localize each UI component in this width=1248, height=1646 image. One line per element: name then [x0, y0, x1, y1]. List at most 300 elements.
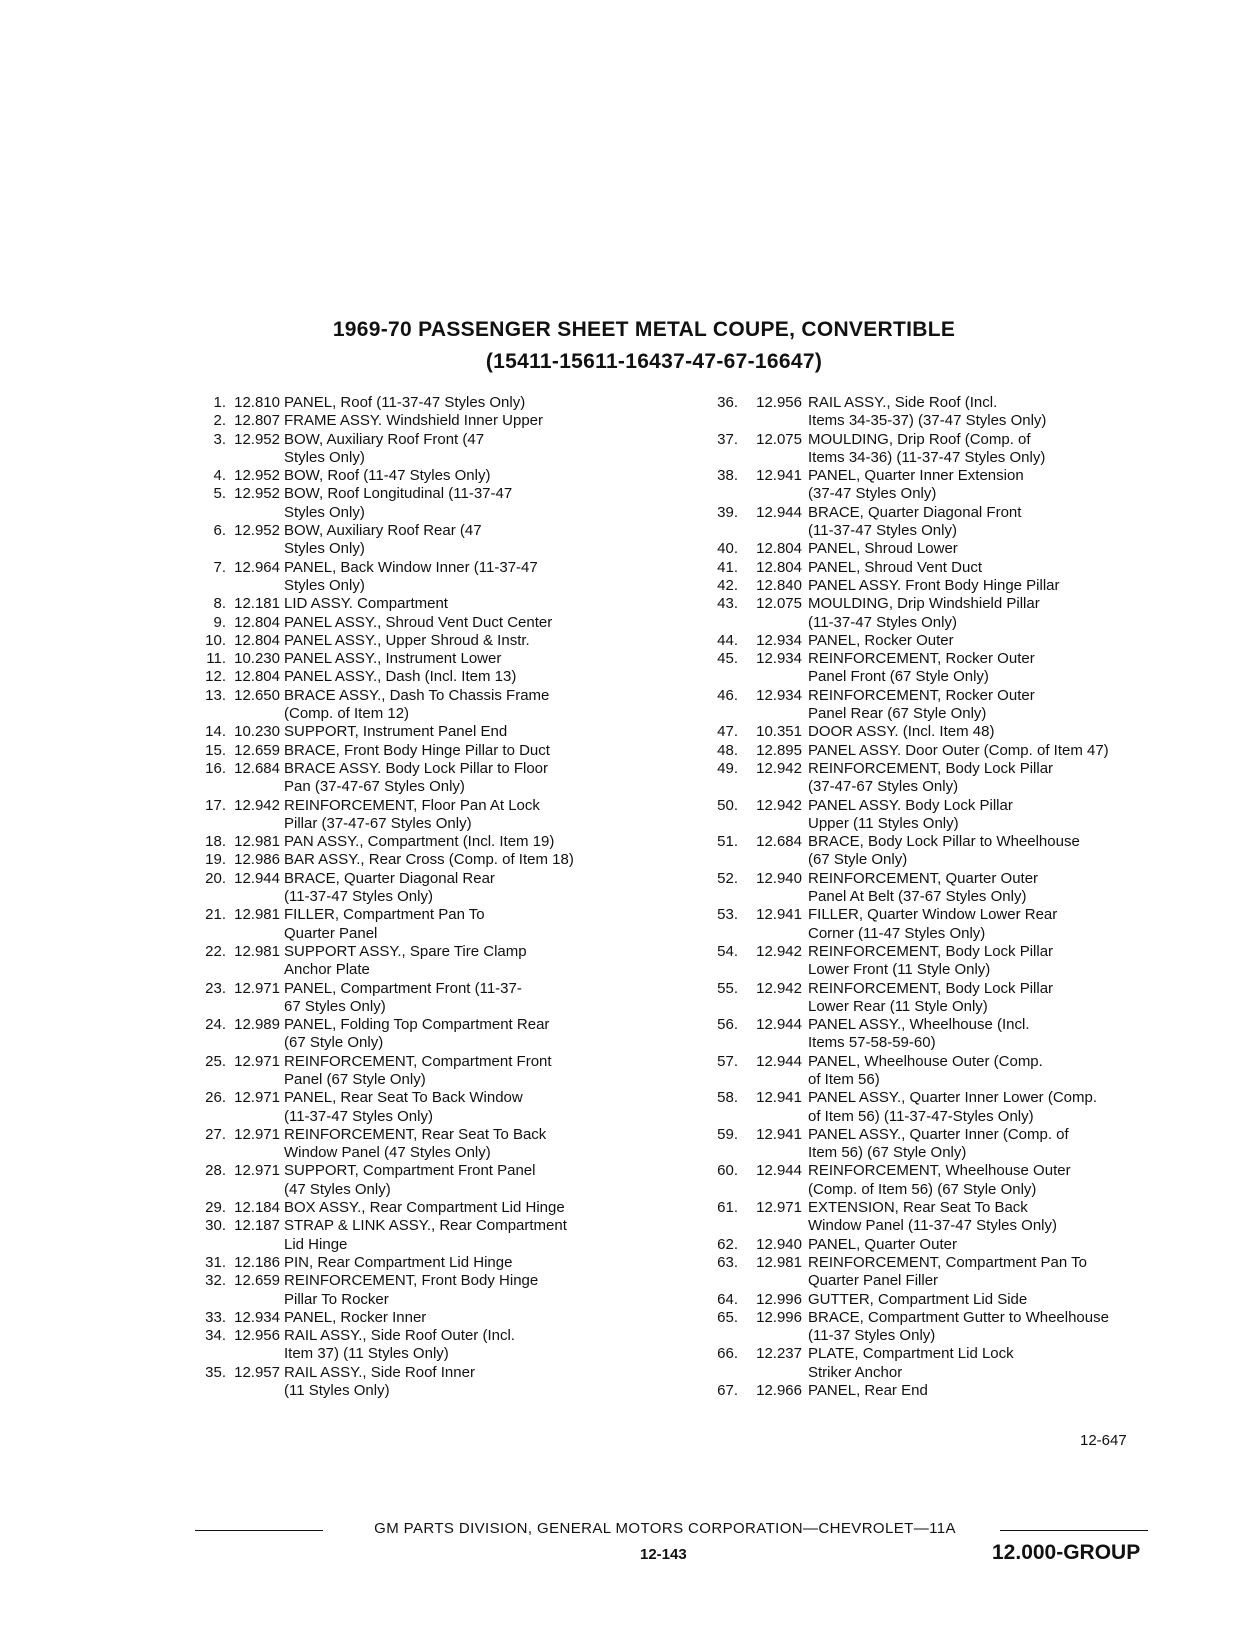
- item-description: BRACE, Compartment Gutter to Wheelhouse: [808, 1308, 1109, 1326]
- parts-list-item: [192, 467, 652, 485]
- item-code: 12.804: [234, 631, 280, 649]
- item-number: 63.: [717, 1253, 738, 1271]
- item-description: BRACE ASSY. Body Lock Pillar to Floor: [284, 759, 549, 777]
- item-description: Window Panel (47 Styles Only): [284, 1144, 491, 1162]
- item-number: 48.: [717, 741, 738, 759]
- parts-list-item: [708, 1254, 1178, 1291]
- item-number: 45.: [717, 650, 738, 668]
- item-number: 30.: [205, 1217, 226, 1235]
- item-description: Items 34-35-37) (37-47 Styles Only): [808, 412, 1047, 430]
- item-description: Styles Only): [284, 503, 365, 521]
- item-number: 19.: [205, 851, 226, 869]
- parts-list-item: [192, 1217, 652, 1254]
- item-description: RAIL ASSY., Side Roof Outer (Incl.: [284, 1327, 515, 1345]
- item-description: GUTTER, Compartment Lid Side: [808, 1290, 1028, 1308]
- item-code: 10.230: [234, 723, 280, 741]
- item-code: 12.944: [756, 503, 802, 521]
- parts-list-item: [708, 760, 1178, 797]
- item-code: 12.942: [756, 942, 802, 960]
- item-number: 27.: [205, 1125, 226, 1143]
- item-description: REINFORCEMENT, Quarter Outer: [808, 869, 1039, 887]
- item-code: 12.659: [234, 1272, 280, 1290]
- parts-list-item: [708, 980, 1178, 1017]
- item-description: PANEL ASSY., Quarter Inner (Comp. of: [808, 1125, 1069, 1143]
- item-code: 12.944: [756, 1052, 802, 1070]
- parts-list-item: [192, 943, 652, 980]
- parts-list-item: [192, 742, 652, 760]
- item-number: 16.: [205, 759, 226, 777]
- item-description: Styles Only): [284, 576, 365, 594]
- item-description: PIN, Rear Compartment Lid Hinge: [284, 1253, 513, 1271]
- item-description: PANEL ASSY., Dash (Incl. Item 13): [284, 668, 517, 686]
- item-code: 12.659: [234, 741, 280, 759]
- item-code: 12.942: [756, 796, 802, 814]
- item-description: Striker Anchor: [808, 1363, 903, 1381]
- item-code: 12.971: [234, 979, 280, 997]
- item-description: PANEL, Shroud Lower: [808, 540, 958, 558]
- item-description: BRACE, Front Body Hinge Pillar to Duct: [284, 741, 550, 759]
- item-number: 32.: [205, 1272, 226, 1290]
- item-description: EXTENSION, Rear Seat To Back: [808, 1199, 1028, 1217]
- item-description: 67 Styles Only): [284, 997, 386, 1015]
- item-description: BAR ASSY., Rear Cross (Comp. of Item 18): [284, 851, 574, 869]
- parts-list-item: [192, 1089, 652, 1126]
- item-description: REINFORCEMENT, Front Body Hinge: [284, 1272, 539, 1290]
- item-code: 12.184: [234, 1199, 280, 1217]
- item-code: 12.684: [234, 759, 280, 777]
- document-title: 1969-70 PASSENGER SHEET METAL COUPE, CONVERTIBLE: [332, 318, 956, 341]
- item-description: Panel (67 Style Only): [284, 1070, 426, 1088]
- item-code: 12.981: [756, 1253, 802, 1271]
- item-description: Upper (11 Styles Only): [808, 814, 959, 832]
- item-description: PANEL, Folding Top Compartment Rear: [284, 1016, 550, 1034]
- item-number: 61.: [717, 1199, 738, 1217]
- item-number: 3.: [213, 430, 226, 448]
- item-number: 44.: [717, 631, 738, 649]
- item-code: 12.952: [234, 467, 280, 485]
- parts-list-item: [708, 797, 1178, 834]
- item-code: 12.971: [756, 1199, 802, 1217]
- item-description: PANEL, Compartment Front (11-37-: [284, 979, 522, 997]
- item-code: 12.944: [234, 869, 280, 887]
- item-number: 59.: [717, 1125, 738, 1143]
- parts-list-item: [708, 1345, 1178, 1382]
- parts-list-item: [192, 1309, 652, 1327]
- parts-list-item: [708, 742, 1178, 760]
- item-code: 12.934: [234, 1308, 280, 1326]
- item-code: 12.804: [234, 613, 280, 631]
- item-description: of Item 56): [808, 1070, 880, 1088]
- item-description: (11-37-47 Styles Only): [284, 1107, 433, 1125]
- item-description: PANEL ASSY., Wheelhouse (Incl.: [808, 1016, 1030, 1034]
- item-description: FILLER, Compartment Pan To: [284, 906, 485, 924]
- parts-list-item: [192, 1254, 652, 1272]
- parts-list-item: [708, 540, 1178, 558]
- item-description: BOW, Auxiliary Roof Rear (47: [284, 522, 482, 540]
- item-description: REINFORCEMENT, Body Lock Pillar: [808, 979, 1054, 997]
- item-number: 25.: [205, 1052, 226, 1070]
- item-description: PANEL, Roof (11-37-47 Styles Only): [284, 394, 526, 411]
- item-description: PANEL ASSY. Door Outer (Comp. of Item 47): [808, 741, 1109, 759]
- item-code: 12.810: [234, 394, 280, 411]
- item-code: 12.934: [756, 686, 802, 704]
- item-code: 12.971: [234, 1052, 280, 1070]
- parts-list-item: [192, 760, 652, 797]
- item-description: MOULDING, Drip Roof (Comp. of: [808, 430, 1031, 448]
- item-code: 12.804: [234, 668, 280, 686]
- item-description: REINFORCEMENT, Body Lock Pillar: [808, 942, 1054, 960]
- item-code: 12.934: [756, 631, 802, 649]
- item-code: 12.940: [756, 869, 802, 887]
- document-subtitle: (15411-15611-16437-47-67-16647): [485, 350, 823, 373]
- item-number: 56.: [717, 1016, 738, 1034]
- parts-list-item: [192, 687, 652, 724]
- parts-list-item: [708, 595, 1178, 632]
- item-number: 29.: [205, 1199, 226, 1217]
- item-description: FRAME ASSY. Windshield Inner Upper: [284, 412, 544, 430]
- item-description: BRACE, Quarter Diagonal Front: [808, 503, 1022, 521]
- item-description: Anchor Plate: [284, 961, 370, 979]
- item-code: 12.940: [756, 1235, 802, 1253]
- item-number: 67.: [717, 1382, 738, 1400]
- item-code: 12.942: [756, 979, 802, 997]
- item-code: 12.957: [234, 1363, 280, 1381]
- parts-list-item: [708, 1382, 1178, 1400]
- item-description: of Item 56) (11-37-47-Styles Only): [808, 1107, 1034, 1125]
- item-number: 4.: [213, 467, 226, 485]
- parts-list-item: [192, 833, 652, 851]
- item-number: 14.: [205, 723, 226, 741]
- item-code: 12.941: [756, 467, 802, 485]
- item-number: 65.: [717, 1308, 738, 1326]
- item-description: PANEL, Shroud Vent Duct: [808, 558, 982, 576]
- item-description: (11-37-47 Styles Only): [284, 888, 433, 906]
- item-description: (47 Styles Only): [284, 1180, 391, 1198]
- parts-list-item: [192, 1053, 652, 1090]
- item-code: 10.351: [756, 723, 802, 741]
- item-number: 36.: [717, 394, 738, 411]
- item-description: PANEL ASSY. Body Lock Pillar: [808, 796, 1013, 814]
- item-description: Styles Only): [284, 448, 365, 466]
- item-code: 12.840: [756, 576, 802, 594]
- parts-list-item: [708, 1089, 1178, 1126]
- item-code: 12.941: [756, 906, 802, 924]
- item-number: 13.: [205, 686, 226, 704]
- item-number: 37.: [717, 430, 738, 448]
- item-number: 53.: [717, 906, 738, 924]
- parts-list-item: [192, 1199, 652, 1217]
- item-number: 50.: [717, 796, 738, 814]
- parts-list-item: [192, 412, 652, 430]
- parts-list-item: [192, 1016, 652, 1053]
- item-description: PANEL, Rear End: [808, 1382, 928, 1400]
- item-description: Panel Rear (67 Style Only): [808, 705, 987, 723]
- item-description: PANEL, Quarter Inner Extension: [808, 467, 1024, 485]
- item-description: PANEL, Back Window Inner (11-37-47: [284, 558, 538, 576]
- parts-list-item: [708, 504, 1178, 541]
- item-number: 21.: [205, 906, 226, 924]
- item-number: 39.: [717, 503, 738, 521]
- item-description: BOW, Roof Longitudinal (11-37-47: [284, 485, 513, 503]
- item-description: PANEL, Rocker Outer: [808, 631, 954, 649]
- item-number: 8.: [213, 595, 226, 613]
- item-code: 12.075: [756, 430, 802, 448]
- item-number: 66.: [717, 1345, 738, 1363]
- parts-list-item: [192, 870, 652, 907]
- item-code: 12.895: [756, 741, 802, 759]
- item-description: RAIL ASSY., Side Roof Inner: [284, 1363, 475, 1381]
- item-number: 1.: [213, 394, 226, 411]
- item-description: (11 Styles Only): [284, 1382, 390, 1400]
- parts-list-item: [192, 650, 652, 668]
- item-number: 20.: [205, 869, 226, 887]
- item-description: REINFORCEMENT, Rocker Outer: [808, 650, 1035, 668]
- item-number: 34.: [205, 1327, 226, 1345]
- item-description: Item 37) (11 Styles Only): [284, 1345, 449, 1363]
- item-description: PANEL ASSY., Upper Shroud & Instr.: [284, 631, 530, 649]
- item-description: (67 Style Only): [808, 851, 908, 869]
- item-code: 12.804: [756, 558, 802, 576]
- parts-list-item: [708, 394, 1178, 431]
- item-number: 57.: [717, 1052, 738, 1070]
- figure-number: 12-647: [1080, 1432, 1127, 1449]
- item-description: STRAP & LINK ASSY., Rear Compartment: [284, 1217, 567, 1235]
- item-description: BOW, Auxiliary Roof Front (47: [284, 430, 485, 448]
- item-description: REINFORCEMENT, Wheelhouse Outer: [808, 1162, 1071, 1180]
- item-description: Quarter Panel: [284, 924, 378, 942]
- item-description: DOOR ASSY. (Incl. Item 48): [808, 723, 995, 741]
- item-number: 54.: [717, 942, 738, 960]
- item-description: PANEL ASSY., Instrument Lower: [284, 650, 502, 668]
- item-code: 12.941: [756, 1089, 802, 1107]
- item-description: PANEL, Rocker Inner: [284, 1308, 427, 1326]
- item-description: (11-37 Styles Only): [808, 1327, 936, 1345]
- parts-list-item: [192, 851, 652, 869]
- parts-list-item: [192, 431, 652, 468]
- parts-list-item: [192, 1327, 652, 1364]
- item-code: 12.942: [756, 759, 802, 777]
- item-description: (Comp. of Item 56) (67 Style Only): [808, 1180, 1037, 1198]
- item-number: 42.: [717, 576, 738, 594]
- parts-list-item: [192, 632, 652, 650]
- parts-list-item: [192, 906, 652, 943]
- item-code: 12.956: [756, 394, 802, 411]
- parts-list-right: [708, 394, 1178, 1400]
- item-number: 38.: [717, 467, 738, 485]
- item-number: 60.: [717, 1162, 738, 1180]
- item-code: 12.986: [234, 851, 280, 869]
- item-number: 51.: [717, 833, 738, 851]
- item-code: 12.807: [234, 412, 280, 430]
- item-description: REINFORCEMENT, Compartment Pan To: [808, 1253, 1087, 1271]
- item-number: 43.: [717, 595, 738, 613]
- item-code: 12.996: [756, 1308, 802, 1326]
- item-code: 12.075: [756, 595, 802, 613]
- item-description: Items 34-36) (11-37-47 Styles Only): [808, 448, 1046, 466]
- item-description: Item 56) (67 Style Only): [808, 1144, 967, 1162]
- item-code: 12.971: [234, 1125, 280, 1143]
- parts-list-item: [192, 797, 652, 834]
- item-code: 10.230: [234, 650, 280, 668]
- item-number: 23.: [205, 979, 226, 997]
- footer-text: GM PARTS DIVISION, GENERAL MOTORS CORPORATION—CHEVROLET—11A: [374, 1520, 956, 1537]
- page-number: 12-143: [640, 1546, 687, 1563]
- item-description: (11-37-47 Styles Only): [808, 522, 957, 540]
- item-number: 41.: [717, 558, 738, 576]
- item-number: 18.: [205, 833, 226, 851]
- item-code: 12.952: [234, 430, 280, 448]
- item-description: (Comp. of Item 12): [284, 705, 410, 723]
- item-description: Window Panel (11-37-47 Styles Only): [808, 1217, 1057, 1235]
- item-number: 46.: [717, 686, 738, 704]
- parts-list-item: [708, 1053, 1178, 1090]
- item-code: 12.934: [756, 650, 802, 668]
- item-number: 9.: [213, 613, 226, 631]
- item-description: Lower Front (11 Style Only): [808, 961, 991, 979]
- parts-list-item: [708, 650, 1178, 687]
- item-number: 24.: [205, 1016, 226, 1034]
- item-number: 17.: [205, 796, 226, 814]
- parts-list-item: [708, 559, 1178, 577]
- item-description: Pillar To Rocker: [284, 1290, 389, 1308]
- item-number: 40.: [717, 540, 738, 558]
- item-number: 49.: [717, 759, 738, 777]
- parts-list-item: [708, 723, 1178, 741]
- footer-rule-left: [195, 1530, 323, 1531]
- item-description: (37-47-67 Styles Only): [808, 778, 959, 796]
- item-code: 12.944: [756, 1016, 802, 1034]
- item-number: 7.: [213, 558, 226, 576]
- item-number: 31.: [205, 1253, 226, 1271]
- item-description: Styles Only): [284, 540, 365, 558]
- item-number: 5.: [213, 485, 226, 503]
- parts-list-item: [192, 1162, 652, 1199]
- item-description: Pan (37-47-67 Styles Only): [284, 778, 465, 796]
- parts-list-item: [192, 1364, 652, 1401]
- item-description: Quarter Panel Filler: [808, 1272, 939, 1290]
- item-description: BOW, Roof (11-47 Styles Only): [284, 467, 491, 485]
- item-description: SUPPORT ASSY., Spare Tire Clamp: [284, 942, 527, 960]
- item-number: 52.: [717, 869, 738, 887]
- item-code: 12.964: [234, 558, 280, 576]
- item-code: 12.952: [234, 522, 280, 540]
- parts-list-item: [708, 1126, 1178, 1163]
- item-description: Corner (11-47 Styles Only): [808, 924, 986, 942]
- parts-list-item: [708, 1291, 1178, 1309]
- item-description: Pillar (37-47-67 Styles Only): [284, 814, 472, 832]
- parts-list-item: [708, 632, 1178, 650]
- item-description: REINFORCEMENT, Rocker Outer: [808, 686, 1035, 704]
- parts-list-item: [708, 1162, 1178, 1199]
- parts-list-item: [708, 943, 1178, 980]
- item-description: PANEL, Wheelhouse Outer (Comp.: [808, 1052, 1043, 1070]
- item-description: Lid Hinge: [284, 1235, 348, 1253]
- item-code: 12.981: [234, 942, 280, 960]
- parts-list-item: [192, 980, 652, 1017]
- parts-list-item: [192, 1126, 652, 1163]
- parts-list-item: [192, 723, 652, 741]
- item-description: Panel At Belt (37-67 Styles Only): [808, 888, 1027, 906]
- item-code: 12.186: [234, 1253, 280, 1271]
- item-code: 12.996: [756, 1290, 802, 1308]
- item-code: 12.944: [756, 1162, 802, 1180]
- item-description: REINFORCEMENT, Body Lock Pillar: [808, 759, 1054, 777]
- item-number: 6.: [213, 522, 226, 540]
- parts-list-item: [708, 431, 1178, 468]
- item-description: BOX ASSY., Rear Compartment Lid Hinge: [284, 1199, 565, 1217]
- item-description: (37-47 Styles Only): [808, 485, 937, 503]
- item-description: PANEL, Rear Seat To Back Window: [284, 1089, 523, 1107]
- parts-list-item: [708, 467, 1178, 504]
- parts-list-item: [708, 1199, 1178, 1236]
- item-code: 12.181: [234, 595, 280, 613]
- item-description: PANEL, Quarter Outer: [808, 1235, 957, 1253]
- parts-list-item: [708, 906, 1178, 943]
- item-description: (67 Style Only): [284, 1034, 384, 1052]
- item-number: 10.: [205, 631, 226, 649]
- item-description: REINFORCEMENT, Rear Seat To Back: [284, 1125, 547, 1143]
- parts-list-item: [192, 1272, 652, 1309]
- item-description: RAIL ASSY., Side Roof (Incl.: [808, 394, 998, 411]
- parts-list-item: [708, 1236, 1178, 1254]
- item-description: (11-37-47 Styles Only): [808, 613, 957, 631]
- item-code: 12.684: [756, 833, 802, 851]
- item-code: 12.989: [234, 1016, 280, 1034]
- item-code: 12.804: [756, 540, 802, 558]
- item-number: 35.: [205, 1363, 226, 1381]
- item-description: Items 57-58-59-60): [808, 1034, 936, 1052]
- footer-rule-right: [1000, 1530, 1148, 1531]
- item-number: 2.: [213, 412, 226, 430]
- item-description: PANEL ASSY. Front Body Hinge Pillar: [808, 576, 1060, 594]
- item-code: 12.981: [234, 906, 280, 924]
- item-code: 12.952: [234, 485, 280, 503]
- item-description: FILLER, Quarter Window Lower Rear: [808, 906, 1058, 924]
- item-number: 33.: [205, 1308, 226, 1326]
- parts-list-item: [192, 485, 652, 522]
- item-code: 12.971: [234, 1089, 280, 1107]
- group-label: 12.000-GROUP: [992, 1541, 1141, 1564]
- item-number: 64.: [717, 1290, 738, 1308]
- item-number: 22.: [205, 942, 226, 960]
- parts-list-item: [708, 687, 1178, 724]
- parts-list-item: [192, 668, 652, 686]
- parts-list-item: [708, 870, 1178, 907]
- parts-list-item: [192, 522, 652, 559]
- item-number: 15.: [205, 741, 226, 759]
- item-description: LID ASSY. Compartment: [284, 595, 448, 613]
- item-description: PANEL ASSY., Quarter Inner Lower (Comp.: [808, 1089, 1098, 1107]
- item-code: 12.981: [234, 833, 280, 851]
- item-number: 28.: [205, 1162, 226, 1180]
- item-description: BRACE, Quarter Diagonal Rear: [284, 869, 495, 887]
- parts-list-item: [192, 394, 652, 412]
- item-description: REINFORCEMENT, Floor Pan At Lock: [284, 796, 540, 814]
- item-number: 55.: [717, 979, 738, 997]
- parts-list-item: [708, 1309, 1178, 1346]
- item-description: BRACE, Body Lock Pillar to Wheelhouse: [808, 833, 1080, 851]
- item-code: 12.187: [234, 1217, 280, 1235]
- item-number: 26.: [205, 1089, 226, 1107]
- item-description: PANEL ASSY., Shroud Vent Duct Center: [284, 613, 553, 631]
- item-number: 11.: [206, 650, 226, 668]
- parts-list-item: [708, 1016, 1178, 1053]
- item-code: 12.941: [756, 1125, 802, 1143]
- item-code: 12.650: [234, 686, 280, 704]
- item-description: SUPPORT, Compartment Front Panel: [284, 1162, 536, 1180]
- item-description: BRACE ASSY., Dash To Chassis Frame: [284, 686, 550, 704]
- item-description: Panel Front (67 Style Only): [808, 668, 989, 686]
